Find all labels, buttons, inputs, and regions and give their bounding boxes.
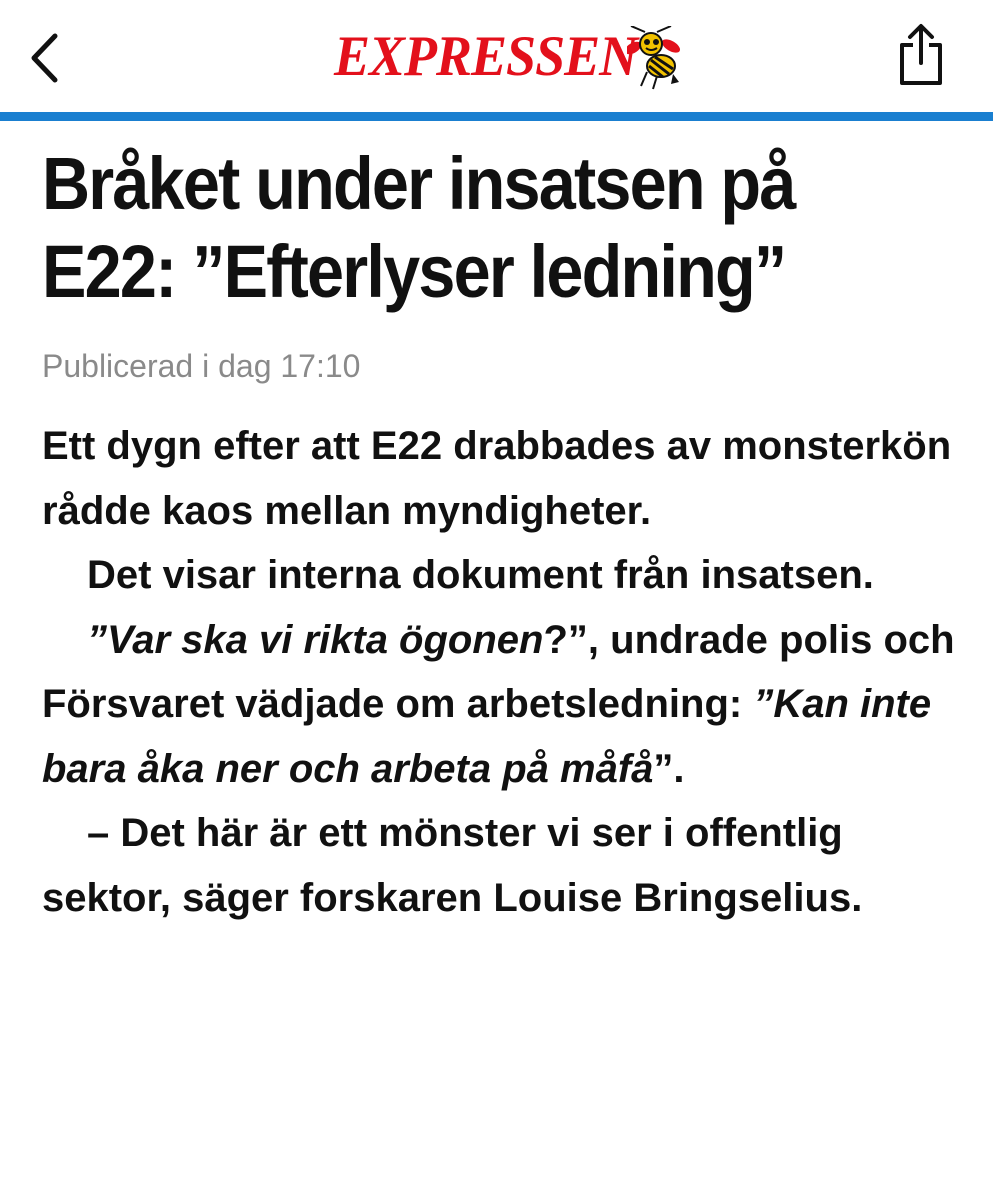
top-navigation-bar xyxy=(0,0,993,112)
logo-text: EXPRESSEN xyxy=(334,24,638,88)
lead-paragraph: Det visar interna dokument från insatsen. xyxy=(87,553,874,597)
share-icon xyxy=(896,23,946,87)
quote-text: ”Var ska vi rikta ögonen xyxy=(87,617,544,662)
quote-text: ”Kan inte bara åka ner och arbeta på måfå xyxy=(42,682,932,791)
chevron-left-icon xyxy=(29,32,59,84)
lead-text: ”. xyxy=(653,746,685,791)
back-button[interactable] xyxy=(18,26,70,90)
share-button[interactable] xyxy=(888,20,954,90)
lead-paragraph: – Det här är ett mönster vi ser i offentlig sektor, säger forskaren Louise Bringselius. xyxy=(42,811,863,920)
published-timestamp: Publicerad i dag 17:10 xyxy=(42,348,361,384)
header-accent-line xyxy=(0,112,993,121)
article-headline: Bråket under insatsen på E22: ”Efterlyser ledning” xyxy=(42,142,795,313)
article-lead xyxy=(42,414,962,930)
lead-text: ?”, undrade polis och Försvaret vädjade om arbetsledning: xyxy=(42,617,955,726)
lead-paragraph-quotes xyxy=(42,608,962,802)
expressen-logo[interactable] xyxy=(334,26,685,86)
lead-paragraph: Ett dygn efter att E22 drabbades av monsterkön rådde kaos mellan myndigheter. xyxy=(42,424,952,533)
